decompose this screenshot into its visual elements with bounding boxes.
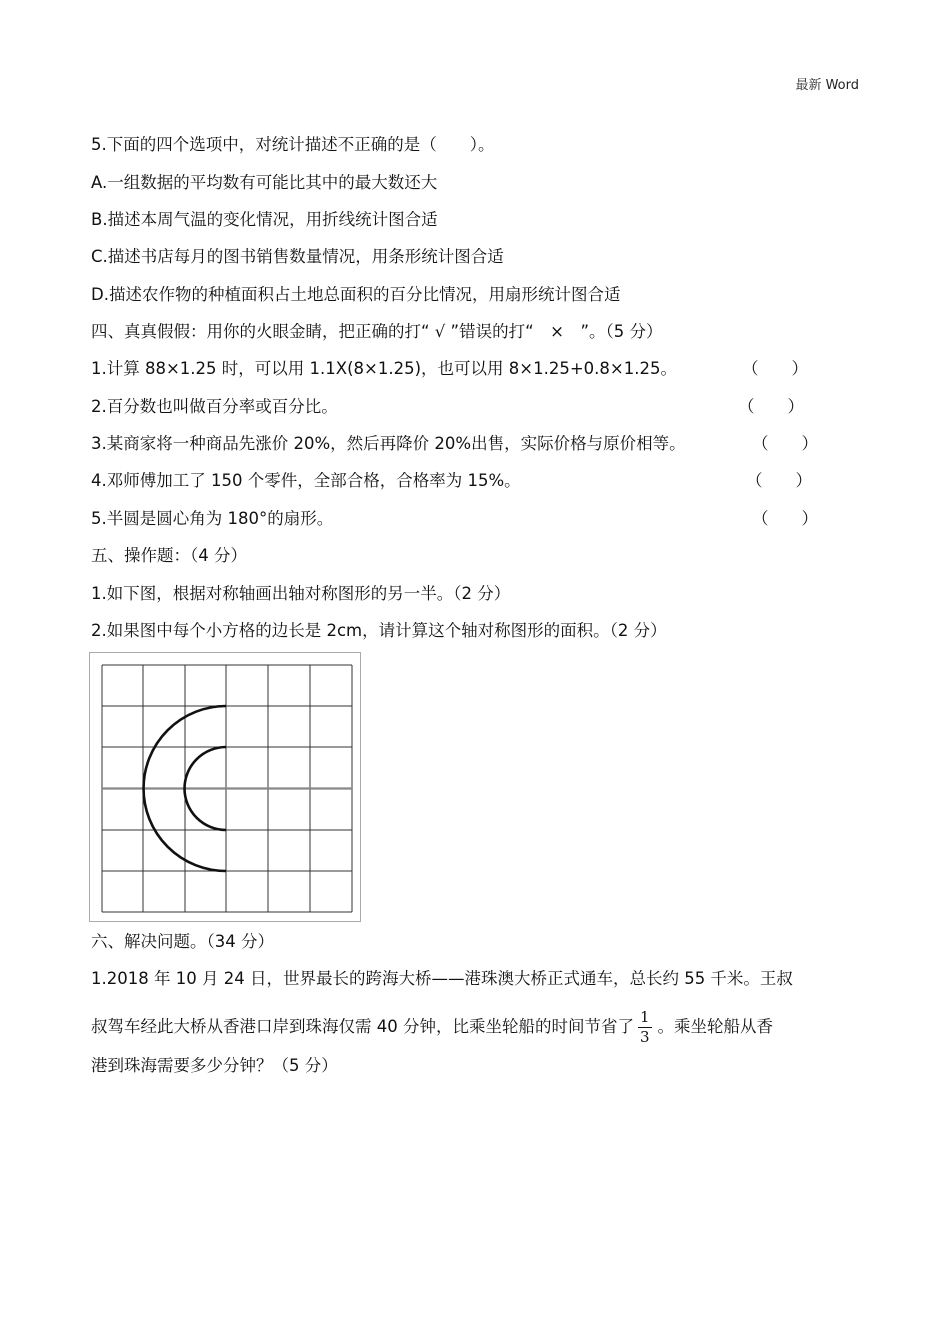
tf-answer-paren-4[interactable]: （ ） xyxy=(746,471,812,490)
s6-q1-line1: 1.2018 年 10 月 24 日，世界最长的跨海大桥——港珠澳大桥正式通车，总长约 55 千米。王叔 xyxy=(91,969,793,988)
fraction-numerator: 1 xyxy=(640,1008,650,1026)
page-header: 最新 Word xyxy=(795,78,859,93)
tf-answer-paren-3[interactable]: （ ） xyxy=(752,434,818,453)
q5-option-a: A.一组数据的平均数有可能比其中的最大数还大 xyxy=(91,173,438,192)
fraction-denominator: 3 xyxy=(640,1028,650,1046)
q5-option-d: D.描述农作物的种植面积占土地总面积的百分比情况，用扇形统计图合适 xyxy=(91,285,621,304)
symmetry-grid-svg xyxy=(90,653,362,923)
q5-option-c: C.描述书店每月的图书销售数量情况，用条形统计图合适 xyxy=(91,247,504,266)
s6-q1-line2 xyxy=(91,1007,773,1047)
tf-answer-paren-2[interactable]: （ ） xyxy=(738,397,804,416)
tf-item-3: 3.某商家将一种商品先涨价 20%，然后再降价 20%出售，实际价格与原价相等。 xyxy=(91,434,686,453)
symmetry-grid-figure[interactable] xyxy=(89,652,361,922)
s6-q1-line2-before: 叔驾车经此大桥从香港口岸到珠海仅需 40 分钟，比乘坐轮船的时间节省了 xyxy=(91,1017,634,1036)
tf-answer-paren-5[interactable]: （ ） xyxy=(752,509,818,528)
s6-q1-line2-after: 。乘坐轮船从香 xyxy=(657,1017,774,1036)
section5-title: 五、操作题：（4 分） xyxy=(91,546,247,565)
q5-option-b: B.描述本周气温的变化情况，用折线统计图合适 xyxy=(91,210,438,229)
tf-item-2: 2.百分数也叫做百分率或百分比。 xyxy=(91,397,338,416)
tf-answer-paren-1[interactable]: （ ） xyxy=(742,359,808,378)
tf-item-1: 1.计算 88×1.25 时，可以用 1.1X(8×1.25)，也可以用 8×1.25+0.8×1.25。 xyxy=(91,359,677,378)
section6-title: 六、解决问题。（34 分） xyxy=(91,932,274,951)
fraction-one-third xyxy=(638,1008,652,1047)
s6-q1-line3: 港到珠海需要多少分钟？（5 分） xyxy=(91,1056,338,1075)
tf-item-4: 4.邓师傅加工了 150 个零件，全部合格，合格率为 15%。 xyxy=(91,471,521,490)
section5-item-2: 2.如果图中每个小方格的边长是 2cm，请计算这个轴对称图形的面积。（2 分） xyxy=(91,621,667,640)
q5-stem: 5.下面的四个选项中，对统计描述不正确的是（ ）。 xyxy=(91,135,495,154)
section5-item-1: 1.如下图，根据对称轴画出轴对称图形的另一半。（2 分） xyxy=(91,584,511,603)
section4-title: 四、真真假假：用你的火眼金睛，把正确的打“ √ ”错误的打“ × ”。（5 分） xyxy=(91,322,663,341)
tf-item-5: 5.半圆是圆心角为 180°的扇形。 xyxy=(91,509,334,528)
